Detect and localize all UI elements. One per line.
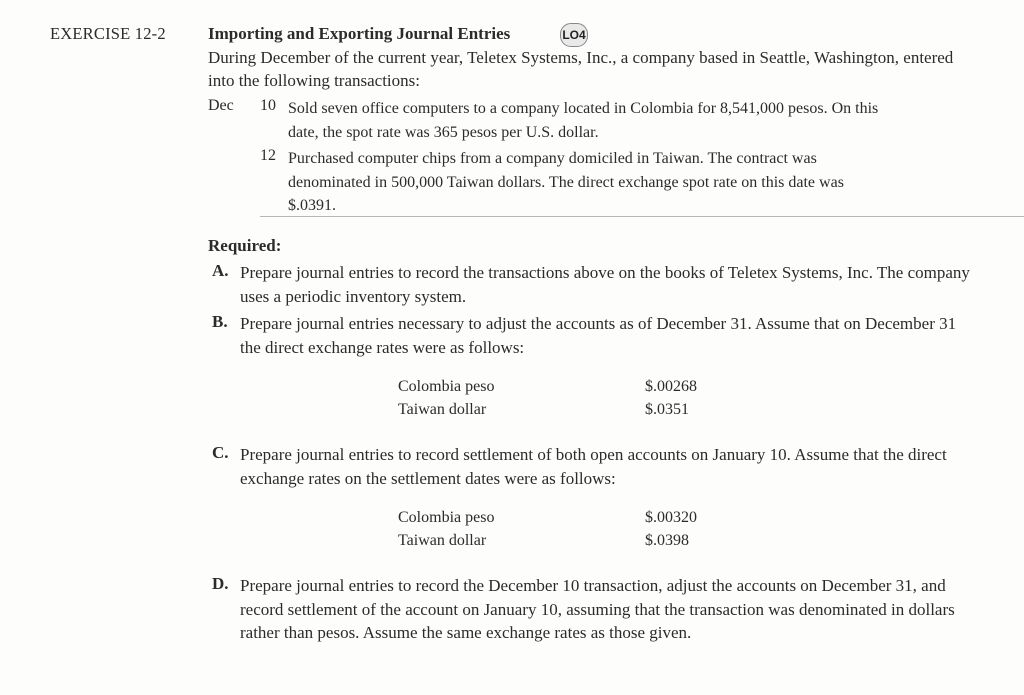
rate-value: $.00320 [645,509,697,526]
intro-paragraph: During December of the current year, Teletex Systems, Inc., a company based in Seattle, Washington, entered into the following transactions: [208,48,954,90]
required-letter: D. [212,574,229,593]
exercise-label: EXERCISE 12-2 [50,24,166,43]
required-item-text: Prepare journal entries necessary to adjust the accounts as of December 31. Assume that on December 31 the direct exchange rates were as follows: [240,314,957,357]
required-letter: C. [212,443,229,462]
required-item-text: Prepare journal entries to record the transactions above on the books of Teletex Systems, Inc. The company uses a periodic inventory system. [240,263,970,306]
required-item-text: Prepare journal entries to record settlement of both open accounts on January 10. Assume that the direct exchange rates on the settlement dates were as follows: [240,445,947,488]
rate-name: Colombia peso [398,378,495,395]
transaction-text: Sold seven office computers to a company located in Colombia for 8,541,000 pesos. On this date, the spot rate was 365 pesos per U.S. dollar. [288,100,879,141]
required-heading: Required: [208,236,282,255]
required-letter: A. [212,261,229,280]
transaction-month: Dec [208,97,234,114]
transaction-day: 10 [260,97,276,114]
lo-badge: LO4 [560,23,588,47]
transaction-day: 12 [260,147,276,164]
rate-name: Taiwan dollar [398,532,487,549]
rate-name: Colombia peso [398,509,495,526]
divider [260,216,1024,217]
required-item-text: Prepare journal entries to record the December 10 transaction, adjust the accounts on December 31, and record settlement of the account on January 10, assuming that the transaction was denominated in dollars rather than pesos. Assume the same exchange rates as those given. [240,576,955,642]
rate-name: Taiwan dollar [398,401,487,418]
rate-value: $.0398 [645,532,689,549]
rate-value: $.00268 [645,378,697,395]
rate-value: $.0351 [645,401,689,418]
exercise-title: Importing and Exporting Journal Entries [208,24,511,43]
transaction-text: Purchased computer chips from a company domiciled in Taiwan. The contract was denominated in 500,000 Taiwan dollars. The direct exchange spot rate on this date was $.0391. [288,150,844,214]
required-letter: B. [212,312,228,331]
